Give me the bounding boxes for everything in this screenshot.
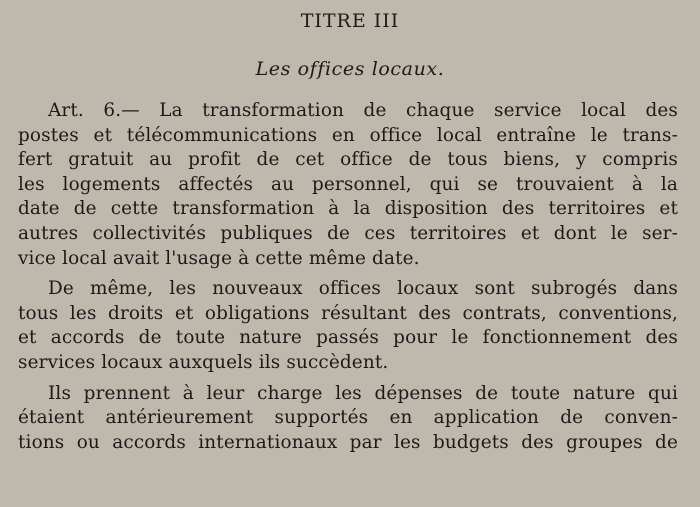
text-line: fert gratuit au profit de cet office de tous biens, y compris [18,149,678,171]
text-line: tous les droits et obligations résultant des contrats, conventions, [18,302,678,324]
text-line: postes et télécommunications en office local entraîne le trans- [18,124,678,146]
text-line: De même, les nouveaux offices locaux sont subrogés dans [48,278,678,300]
text-line: vice local avait l'usage à cette même date. [18,247,420,269]
text-line: les logements affectés au personnel, qui se trouvaient à la [18,173,678,195]
text-line: date de cette transformation à la disposition des territoires et [18,198,678,220]
text-line: étaient antérieurement supportés en application de conven- [18,407,678,429]
text-line: autres collectivités publiques de ces territoires et dont le ser- [18,222,678,244]
section-subtitle: Les offices locaux. [255,58,445,80]
text-line: tions ou accords internationaux par les budgets des groupes de [18,431,678,453]
article-body [18,99,678,455]
text-line: Art. 6.— La transformation de chaque service local des [48,100,678,121]
text-line: services locaux auxquels ils succèdent. [18,351,389,373]
text-line: Ils prennent à leur charge les dépenses de toute nature qui [48,382,678,404]
text-line: et accords de toute nature passés pour le fonctionnement des [18,327,678,349]
section-title: TITRE III [300,10,400,32]
